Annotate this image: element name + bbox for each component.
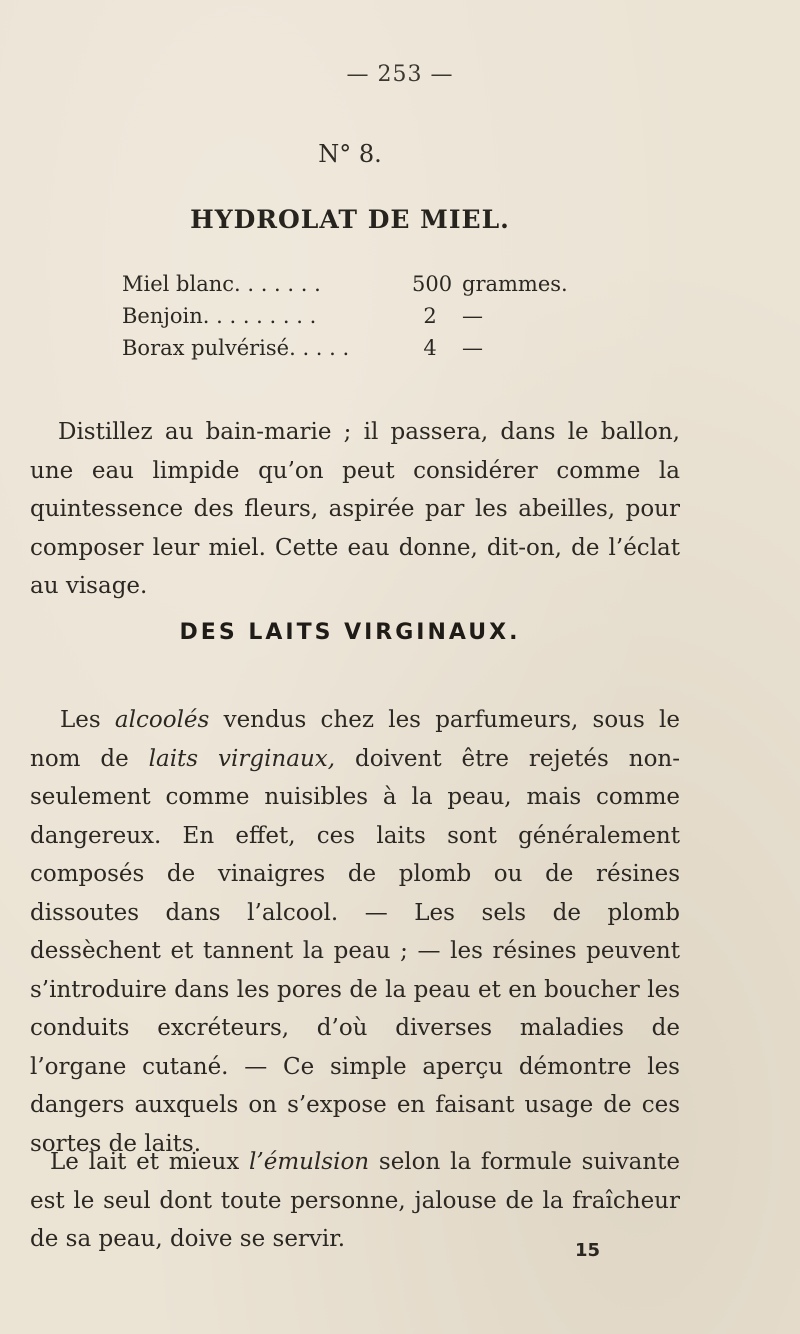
page-number: — 253 —	[346, 62, 454, 87]
ingredient-row	[122, 300, 642, 332]
italic-term: alcoolés	[114, 707, 210, 733]
ingredient-unit: —	[462, 336, 483, 360]
ingredient-row	[122, 332, 642, 364]
ingredient-row	[122, 268, 642, 300]
italic-term: l’émulsion	[249, 1149, 370, 1175]
section-heading: DES LAITS VIRGINAUX.	[179, 620, 521, 645]
paragraph-laits-virginaux	[30, 701, 680, 1163]
ingredient-name: Miel blanc. . . . . . .	[122, 272, 321, 296]
ingredient-list	[122, 268, 642, 364]
paragraph-distillation: Distillez au bain-marie ; il passera, dans le ballon, une eau limpide qu’on peut considérer comme la quintessence des fleurs, aspirée par les abeilles, pour composer leur miel. Cette eau donne, dit-on, de l’éclat au visage.	[30, 419, 680, 599]
italic-term: laits virginaux,	[148, 745, 336, 772]
ingredient-quantity: 4	[423, 336, 437, 360]
ingredient-quantity: 2	[423, 304, 437, 328]
paragraph-text: selon la formule suivante est le seul dont toute personne, jalouse de la fraîcheur de sa peau, doive se servir.	[30, 1149, 680, 1252]
recipe-number: N° 8.	[318, 140, 382, 168]
paragraph-text: doivent être rejetés non-seulement comme nuisibles à la peau, mais comme dangereux. En effet, ces laits sont généralement composés de vinaigres de plomb ou de résines dissoutes dans l’alcool. — Les sels de plomb dessèchent et tannent la peau ; — les résines peuvent s’introduire dans les pores de la peau et en boucher les conduits excréteurs, d’où diverses maladies de l’organe cutané. — Ce simple aperçu démontre les dangers auxquels on s’expose en faisant usage de ces sortes de laits.	[30, 745, 680, 1157]
ingredient-unit: grammes.	[462, 272, 568, 296]
ingredient-unit: —	[462, 304, 483, 328]
recipe-title: HYDROLAT DE MIEL.	[190, 205, 510, 234]
paragraph-text: Les	[60, 707, 115, 733]
ingredient-name: Benjoin. . . . . . . . .	[122, 304, 317, 328]
paragraph-text: Le lait et mieux	[50, 1149, 250, 1175]
ingredient-name: Borax pulvérisé. . . . .	[122, 336, 350, 360]
signature-mark: 15	[575, 1240, 601, 1261]
paragraph-text: vendus chez les parfumeurs, sous le nom de	[30, 707, 680, 772]
ingredient-quantity: 500	[412, 272, 453, 296]
